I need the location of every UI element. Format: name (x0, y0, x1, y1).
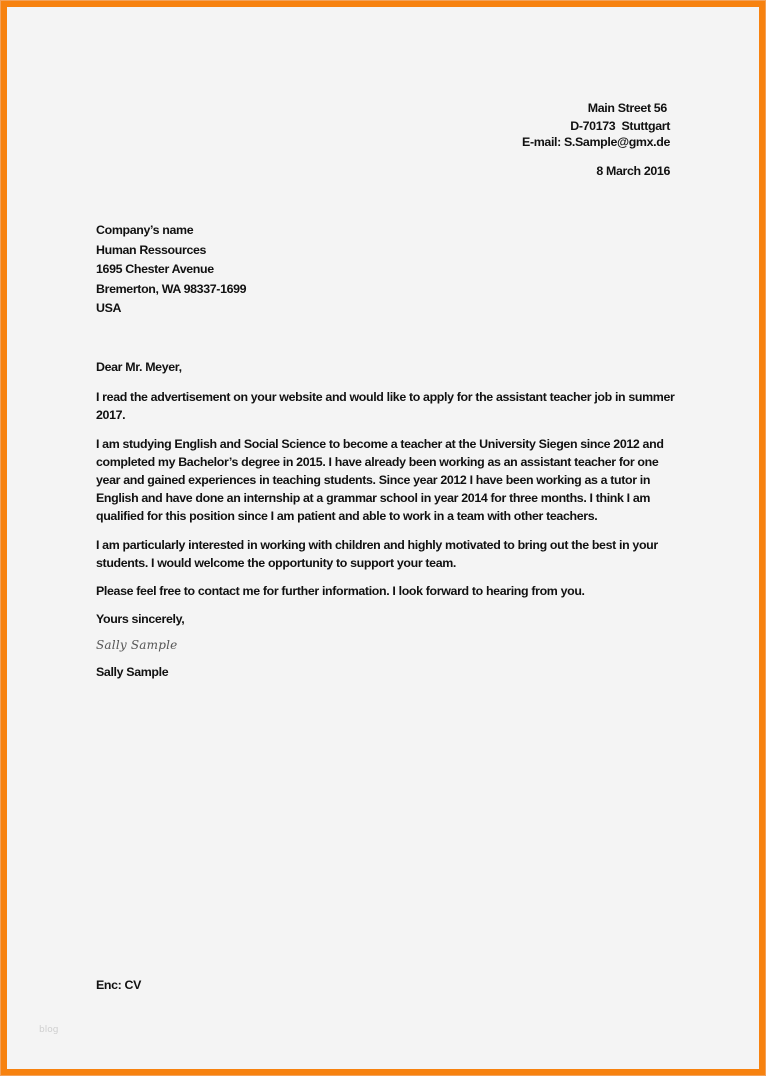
closing: Yours sincerely, (96, 612, 185, 627)
recipient-city: Bremerton, WA 98337-1699 (96, 281, 247, 296)
salutation: Dear Mr. Meyer, (96, 360, 182, 374)
paragraph-qualifications: I am studying English and Social Science to become a teacher at the University Siegen since 2012 and completed my Bachelor’s degree in 2015. I have already been working as an assistant teacher for one year and gained experiences in teaching students. Since year 2012 I have been working as a tutor in English and have done an internship at a grammar school in year 2014 for three months. I think I am qualified for this position since I am patient and able to work in a team with other teachers. (96, 436, 664, 524)
watermark: blog (39, 1025, 59, 1035)
handwritten-signature: Sally Sample (96, 638, 178, 653)
recipient-department: Human Ressources (96, 242, 207, 257)
recipient-address (96, 221, 246, 319)
letter-page (7, 7, 759, 1069)
paragraph-intro: I read the advertisement on your website and would like to apply for the assistant teacher job in summer 2017. (96, 390, 675, 423)
sender-email: E-mail: S.Sample@gmx.de (522, 135, 670, 149)
enclosure-note: Enc: CV (96, 978, 142, 992)
paragraph-contact: Please feel free to contact me for further information. I look forward to hearing from you. (96, 584, 585, 599)
paragraph-motivation: I am particularly interested in working with children and highly motivated to bring out the best in your students. I would welcome the opportunity to support your team. (96, 537, 658, 570)
sender-street: Main Street 56 (587, 101, 670, 115)
letter-date: 8 March 2016 (596, 164, 670, 178)
sender-city: D-70173 Stuttgart (570, 119, 670, 133)
recipient-country: USA (96, 301, 122, 315)
recipient-company: Company’s name (96, 223, 194, 237)
letter-body (96, 358, 676, 691)
recipient-street: 1695 Chester Avenue (96, 262, 214, 276)
sender-address (522, 99, 670, 151)
printed-name: Sally Sample (96, 664, 169, 679)
